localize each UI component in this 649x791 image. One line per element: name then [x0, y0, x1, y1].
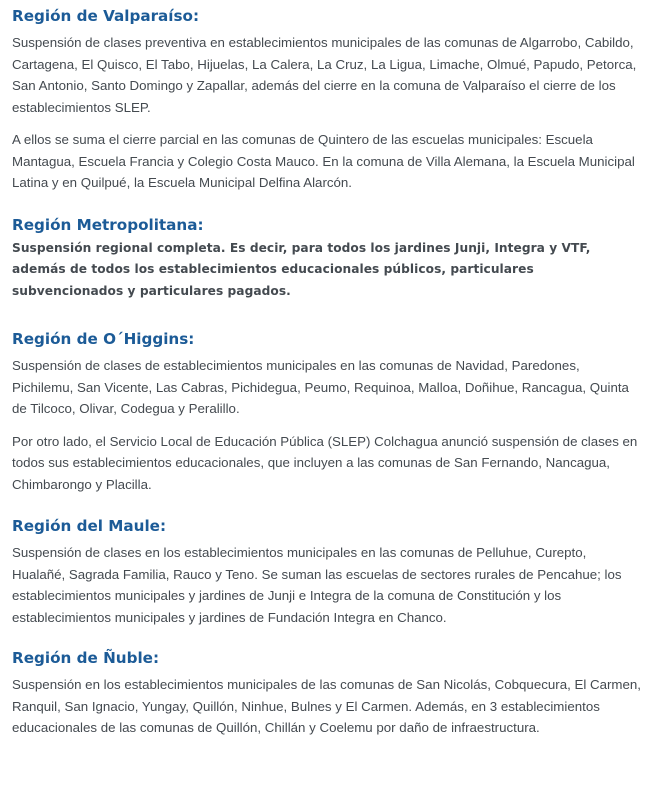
- region-paragraph: Suspensión en los establecimientos municipales de las comunas de San Nicolás, Cobquecura, El Carmen, Ranquil, San Ignacio, Yungay, Quillón, Ninhue, Bulnes y El Carmen. Además, en 3 establecimientos educacionales de las comunas de Quillón, Chillán y Coelemu por daño de infraestructura.: [12, 677, 641, 735]
- region-ohiggins-section: [12, 329, 641, 495]
- region-title: Región de Valparaíso:: [12, 7, 200, 25]
- region-title: Región de Ñuble:: [12, 649, 160, 667]
- region-title: Región del Maule:: [12, 517, 167, 535]
- region-metropolitana-section: [12, 215, 641, 303]
- region-nuble-section: [12, 648, 641, 739]
- article-body: [12, 0, 641, 739]
- region-paragraph: A ellos se suma el cierre parcial en las comunas de Quintero de las escuelas municipales: Escuela Mantagua, Escuela Francia y Colegio Costa Mauco. En la comuna de Villa Alemana, la Escuela Municipal Latina y en Quilpué, la Escuela Municipal Delfina Alarcón.: [12, 132, 635, 190]
- region-title: Región Metropolitana:: [12, 215, 204, 234]
- region-title: Región de O´Higgins:: [12, 330, 195, 348]
- region-paragraph-bold: Suspensión regional completa. Es decir, para todos los jardines Junji, Integra y VTF, además de todos los establecimientos educacionales públicos, particulares subvencionados y particulares pagados.: [12, 240, 591, 298]
- region-paragraph: Suspensión de clases en los establecimientos municipales en las comunas de Pelluhue, Curepto, Hualañé, Sagrada Familia, Rauco y Teno. Se suman las escuelas de sectores rurales de Pencahue; los establecimientos municipales y jardines de Junji e Integra de la comuna de Constitución y los establecimientos municipales y jardines de Fundación Integra en Chanco.: [12, 545, 622, 625]
- region-paragraph: Suspensión de clases de establecimientos municipales en las comunas de Navidad, Paredones, Pichilemu, San Vicente, Las Cabras, Pichidegua, Peumo, Requinoa, Malloa, Doñihue, Rancagua, Quinta de Tilcoco, Olivar, Codegua y Peralillo.: [12, 358, 629, 416]
- region-paragraph: Por otro lado, el Servicio Local de Educación Pública (SLEP) Colchagua anunció suspensión de clases en todos sus establecimientos educacionales, que incluyen a las comunas de San Fernando, Nancagua, Chimbarongo y Placilla.: [12, 433, 638, 492]
- region-maule-section: [12, 516, 641, 628]
- region-valparaiso-section: [12, 0, 641, 194]
- region-paragraph: Suspensión de clases preventiva en establecimientos municipales de las comunas de Algarrobo, Cabildo, Cartagena, El Quisco, El Tabo, Hijuelas, La Calera, La Cruz, La Ligua, Limache, Olmué, Papudo, Petorca, San Antonio, Santo Domingo y Zapallar, además del cierre en la comuna de Valparaíso el cierre de los establecimientos SLEP.: [12, 35, 637, 115]
